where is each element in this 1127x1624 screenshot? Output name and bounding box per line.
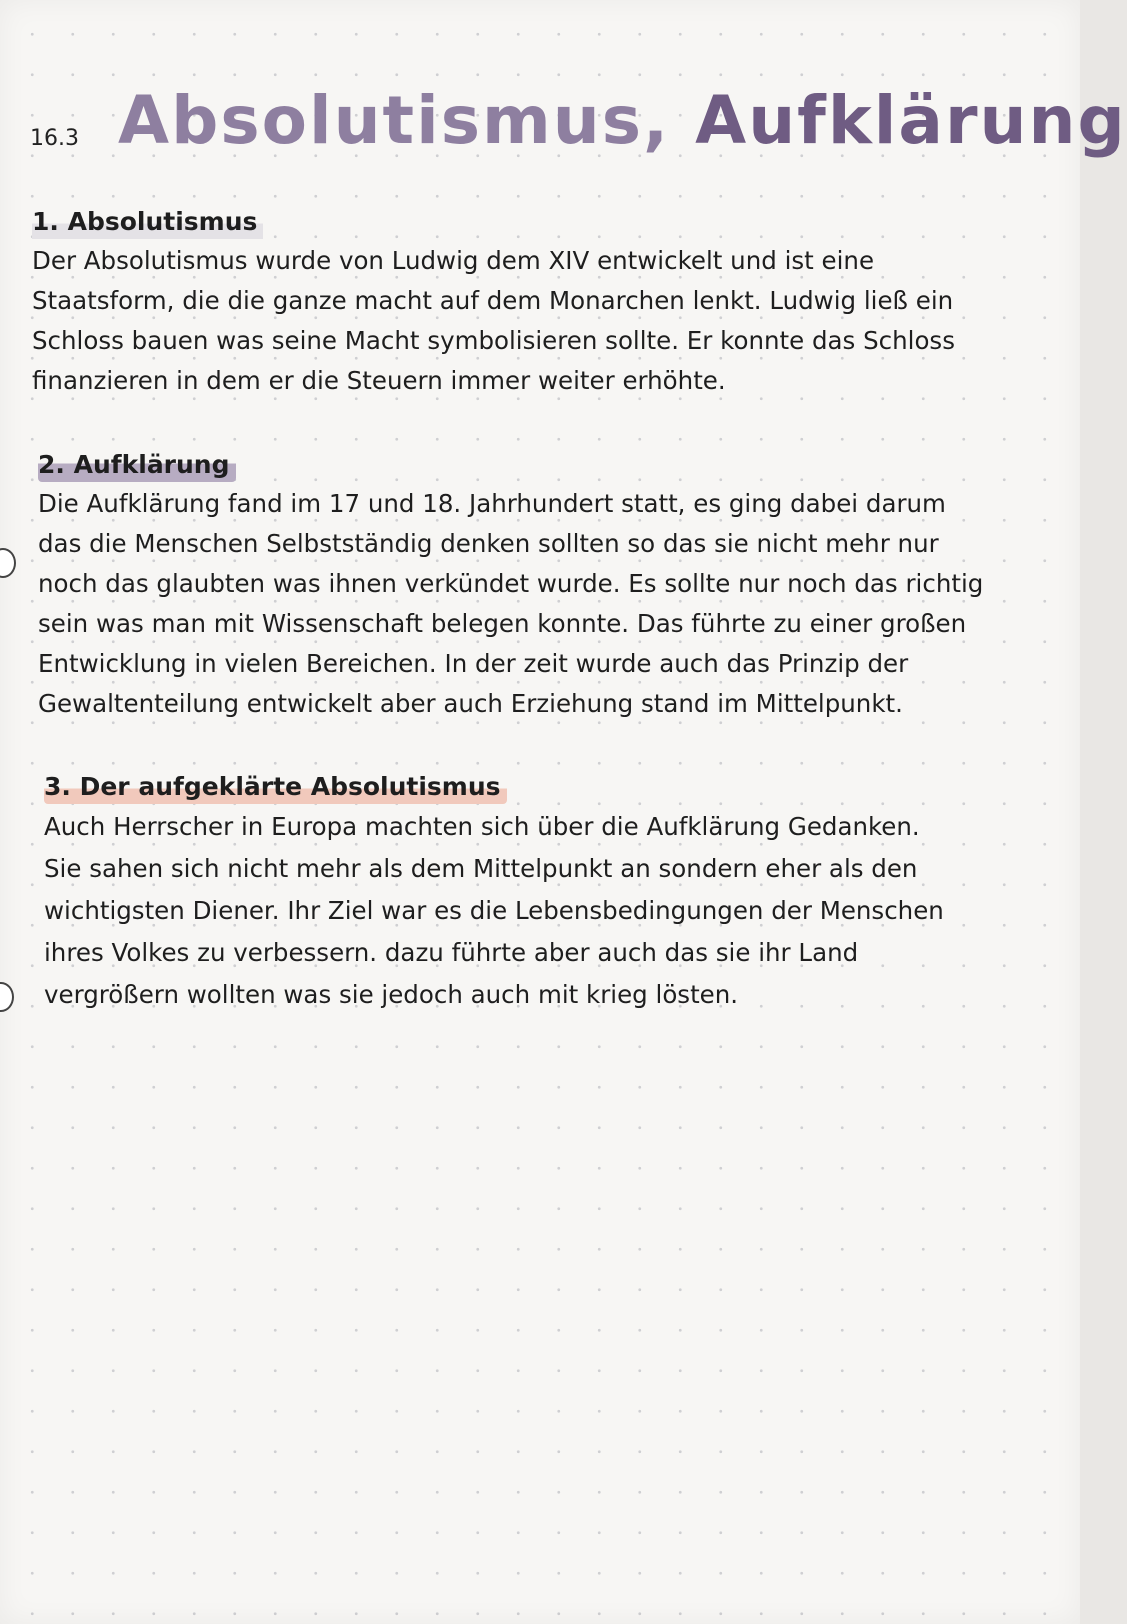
- text-line: Schloss bauen was seine Macht symbolisieren sollte. Er konnte das Schloss: [32, 326, 955, 355]
- text-line: Sie sahen sich nicht mehr als dem Mittelpunkt an sondern eher als den: [44, 854, 918, 883]
- binder-hole-top: [0, 548, 16, 578]
- text-line: Gewaltenteilung entwickelt aber auch Erziehung stand im Mittelpunkt.: [38, 689, 903, 718]
- section-aufgeklaerter-absolutismus: [44, 770, 1034, 1016]
- section-body: [32, 241, 1022, 401]
- section-body: [44, 806, 1034, 1016]
- text-line: sein was man mit Wissenschaft belegen konnte. Das führte zu einer großen: [38, 609, 967, 638]
- section-heading: 2. Aufklärung: [38, 448, 236, 482]
- text-line: vergrößern wollten was sie jedoch auch mit krieg lösten.: [44, 980, 739, 1009]
- text-line: Auch Herrscher in Europa machten sich über die Aufklärung Gedanken.: [44, 812, 920, 841]
- section-absolutismus: [32, 205, 1022, 401]
- text-line: ihres Volkes zu verbessern. dazu führte aber auch das sie ihr Land: [44, 938, 859, 967]
- title-part-1: Absolutismus,: [118, 82, 671, 159]
- text-line: noch das glaubten was ihnen verkündet wurde. Es sollte nur noch das richtig: [38, 569, 984, 598]
- chapter-number: 16.3: [30, 126, 79, 151]
- text-line: Der Absolutismus wurde von Ludwig dem XIV entwickelt und ist eine: [32, 246, 875, 275]
- section-heading: 3. Der aufgeklärte Absolutismus: [44, 770, 507, 804]
- page-title: [118, 82, 1127, 159]
- text-line: Staatsform, die die ganze macht auf dem Monarchen lenkt. Ludwig ließ ein: [32, 286, 954, 315]
- text-line: wichtigsten Diener. Ihr Ziel war es die Lebensbedingungen der Menschen: [44, 896, 944, 925]
- binder-hole-bottom: [0, 982, 14, 1012]
- title-row: [30, 70, 1127, 190]
- text-line: Entwicklung in vielen Bereichen. In der zeit wurde auch das Prinzip der: [38, 649, 909, 678]
- title-part-2: Aufklärung: [670, 82, 1127, 159]
- section-heading: 1. Absolutismus: [32, 205, 263, 239]
- text-line: das die Menschen Selbstständig denken sollten so das sie nicht mehr nur: [38, 529, 939, 558]
- text-line: Die Aufklärung fand im 17 und 18. Jahrhundert statt, es ging dabei darum: [38, 489, 946, 518]
- section-aufklaerung: [38, 448, 1028, 724]
- section-body: [38, 484, 1028, 724]
- text-line: finanzieren in dem er die Steuern immer weiter erhöhte.: [32, 366, 726, 395]
